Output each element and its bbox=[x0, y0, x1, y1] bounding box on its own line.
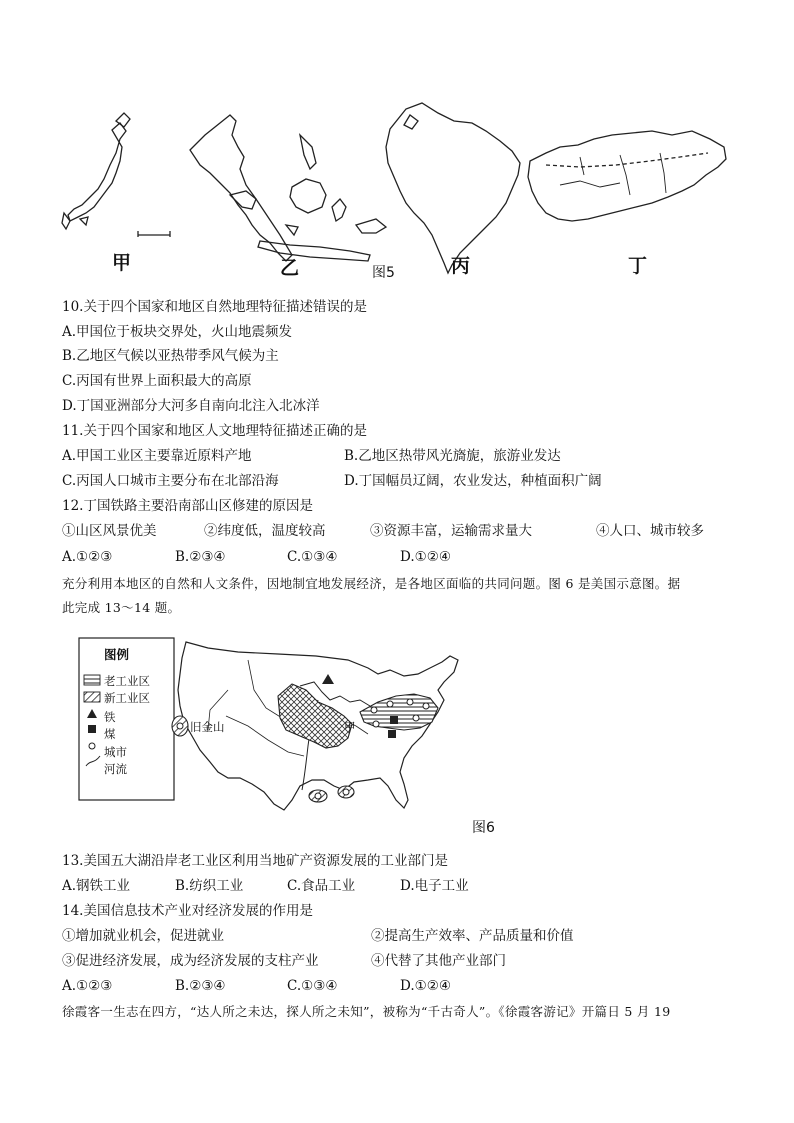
q11-stem: 11.关于四个国家和地区人文地理特征描述正确的是 bbox=[62, 423, 367, 439]
q13-stem: 13.美国五大湖沿岸老工业区利用当地矿产资源发展的工业部门是 bbox=[62, 853, 448, 869]
city-marker bbox=[423, 703, 429, 709]
q11-option-a: A.甲国工业区主要靠近原料产地 bbox=[62, 448, 252, 464]
city-marker bbox=[413, 715, 419, 721]
q12-option-b: B.②③④ bbox=[175, 549, 226, 565]
q12-statement-1: ①山区风景优美 bbox=[62, 523, 157, 539]
coal-marker-1 bbox=[390, 716, 398, 724]
q11-option-b: B.乙地区热带风光旖旎，旅游业发达 bbox=[344, 448, 561, 464]
legend-iron: 铁 bbox=[104, 710, 116, 724]
q10-option-d: D.丁国亚洲部分大河多自南向北注入北冰洋 bbox=[62, 398, 320, 414]
q13-option-b: B.纺织工业 bbox=[175, 878, 244, 894]
q14-statement-2: ②提高生产效率、产品质量和价值 bbox=[371, 928, 574, 944]
new-industrial-region bbox=[278, 684, 352, 748]
intro-13-line-1: 充分利用本地区的自然和人文条件，因地制宜地发展经济，是各地区面临的共同问题。图 6 是美国示意图。据 bbox=[62, 576, 681, 591]
legend-swatch-new-industrial bbox=[84, 692, 100, 702]
legend-old-industrial: 老工业区 bbox=[104, 674, 150, 688]
q10-option-a: A.甲国位于板块交界处，火山地震频发 bbox=[62, 324, 293, 340]
q11-option-d: D.丁国幅员辽阔，农业发达，种植面积广阔 bbox=[344, 473, 602, 489]
fig5-label-ding: 丁 bbox=[628, 255, 648, 277]
q10-stem: 10.关于四个国家和地区自然地理特征描述错误的是 bbox=[62, 299, 367, 315]
q13-option-d: D.电子工业 bbox=[400, 878, 469, 894]
fig5-label-yi: 乙 bbox=[280, 257, 300, 279]
map-bing-brazil bbox=[386, 103, 520, 273]
q13-option-a: A.钢铁工业 bbox=[62, 878, 131, 894]
legend-river: 河流 bbox=[104, 762, 127, 776]
figure-6-map bbox=[78, 630, 508, 845]
legend-new-industrial: 新工业区 bbox=[104, 691, 150, 705]
city-marker bbox=[371, 707, 377, 713]
q12-option-a: A.①②③ bbox=[62, 549, 113, 565]
city-marker bbox=[177, 723, 183, 729]
city-marker bbox=[387, 701, 393, 707]
iron-marker bbox=[322, 674, 334, 684]
legend-title: 图例 bbox=[104, 647, 130, 662]
fig5-caption: 图5 bbox=[372, 265, 395, 281]
q14-statement-3: ③促进经济发展，成为经济发展的支柱产业 bbox=[62, 953, 319, 969]
fig5-label-bing: 丙 bbox=[451, 255, 471, 277]
q12-statement-2: ②纬度低，温度较高 bbox=[204, 523, 326, 539]
q10-option-b: B.乙地区气候以亚热带季风气候为主 bbox=[62, 348, 279, 364]
q12-option-d: D.①②④ bbox=[400, 549, 451, 565]
q14-stem: 14.美国信息技术产业对经济发展的作用是 bbox=[62, 903, 313, 919]
map-yi-southeast-asia bbox=[190, 115, 292, 261]
q12-statement-3: ③资源丰富，运输需求量大 bbox=[370, 523, 532, 539]
legend-city-symbol bbox=[89, 743, 95, 749]
city-marker bbox=[343, 789, 349, 795]
q14-option-c: C.①③④ bbox=[287, 978, 338, 994]
q12-option-c: C.①③④ bbox=[287, 549, 338, 565]
intro-13-line-2: 此完成 13～14 题。 bbox=[62, 600, 181, 615]
jia-label: 甲 bbox=[344, 720, 356, 734]
q14-statement-1: ①增加就业机会，促进就业 bbox=[62, 928, 224, 944]
legend-swatch-old-industrial bbox=[84, 675, 100, 685]
q14-option-a: A.①②③ bbox=[62, 978, 113, 994]
city-marker bbox=[407, 699, 413, 705]
q14-option-b: B.②③④ bbox=[175, 978, 226, 994]
q14-option-d: D.①②④ bbox=[400, 978, 451, 994]
q11-option-c: C.丙国人口城市主要分布在北部沿海 bbox=[62, 473, 279, 489]
legend-city: 城市 bbox=[104, 745, 127, 759]
map-jia-japan bbox=[68, 123, 126, 221]
q10-option-c: C.丙国有世界上面积最大的高原 bbox=[62, 373, 252, 389]
figure-6 bbox=[78, 630, 508, 845]
city-marker bbox=[315, 793, 321, 799]
q14-statement-4: ④代替了其他产业部门 bbox=[371, 953, 506, 969]
legend-coal: 煤 bbox=[104, 727, 116, 741]
q12-statement-4: ④人口、城市较多 bbox=[596, 523, 704, 539]
city-marker bbox=[373, 721, 379, 727]
fig5-label-jia: 甲 bbox=[112, 252, 132, 274]
q12-stem: 12.丁国铁路主要沿南部山区修建的原因是 bbox=[62, 498, 313, 514]
q13-option-c: C.食品工业 bbox=[287, 878, 356, 894]
legend-coal-symbol bbox=[88, 725, 96, 733]
intro-15-line-1: 徐霞客一生志在四方，“达人所之未达，探人所之未知”，被称为“千古奇人”。《徐霞客游记》开篇日 5 月 19 bbox=[62, 1004, 671, 1019]
fig6-caption: 图6 bbox=[472, 820, 495, 836]
map-ding-russia bbox=[528, 131, 726, 221]
coal-marker-2 bbox=[388, 730, 396, 738]
san-francisco-label: 旧金山 bbox=[190, 720, 225, 734]
